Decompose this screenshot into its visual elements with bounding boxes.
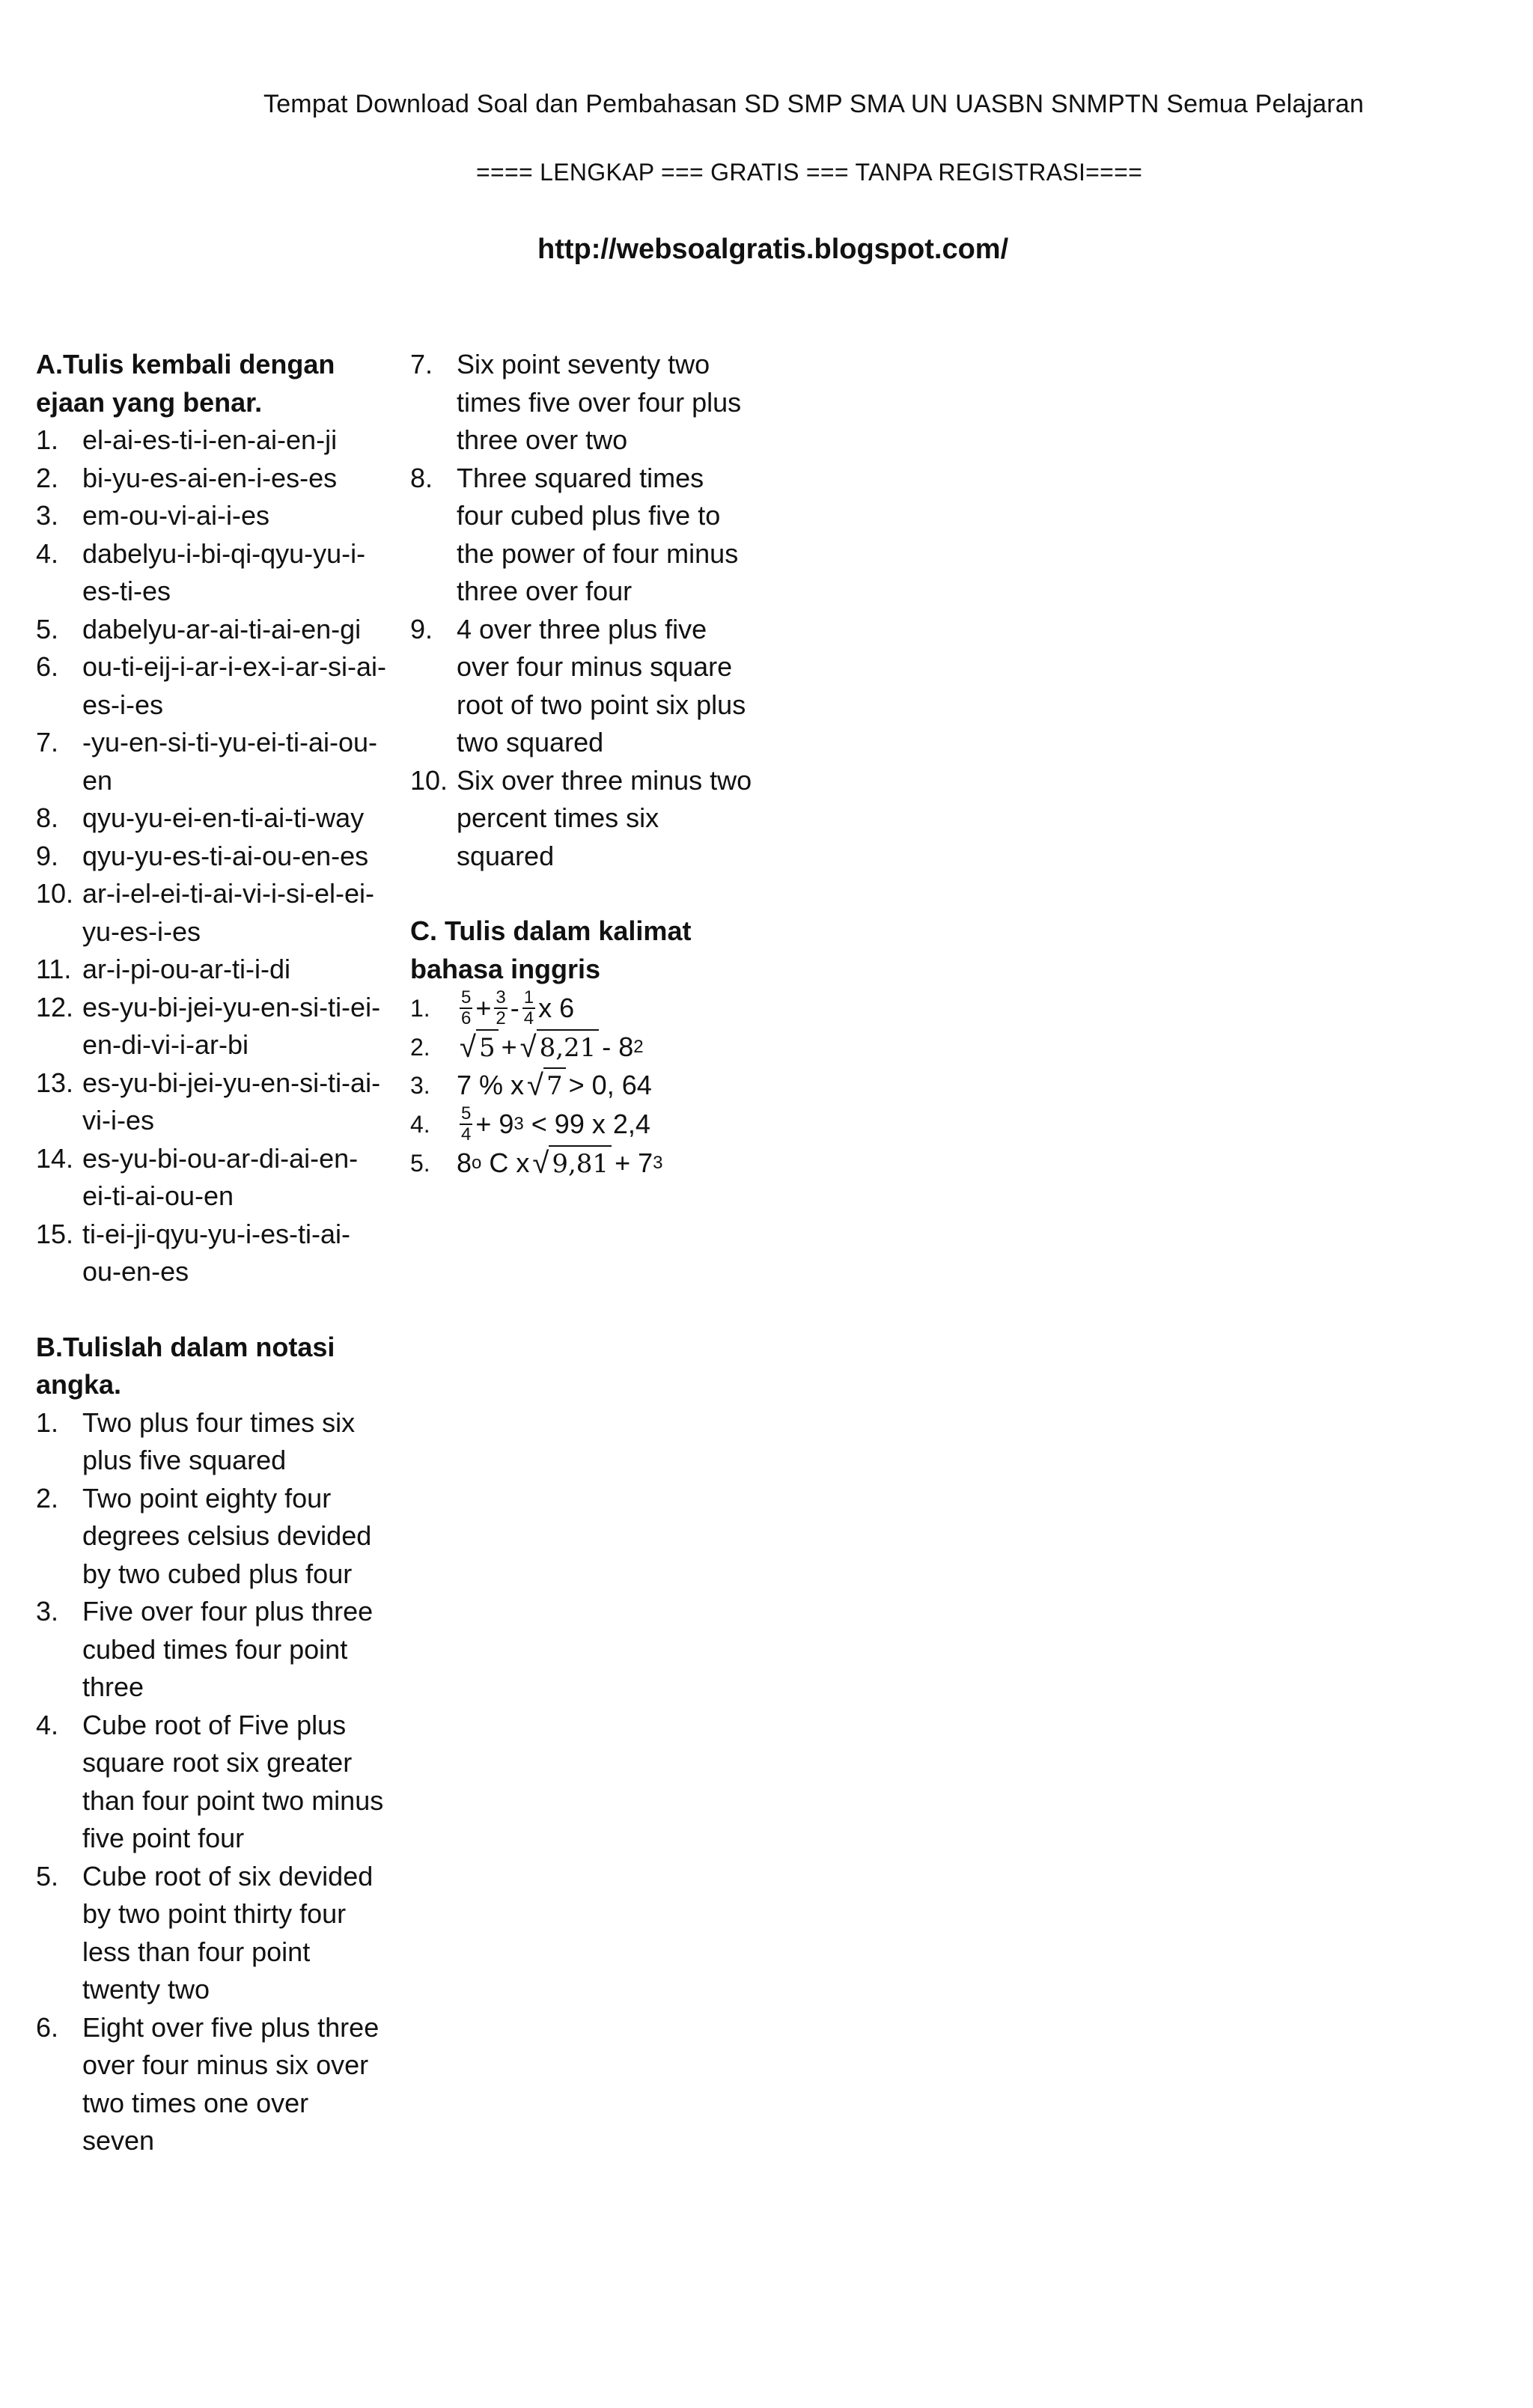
item-text: Three squared times four cubed plus five to the power of four minus three over four (457, 462, 739, 606)
item-text: qyu-yu-es-ti-ai-ou-en-es (82, 840, 369, 871)
item-text: Eight over five plus three over four minus six over two times one over seven (82, 2011, 380, 2156)
item-text: Six point seventy two times five over four plus three over two (457, 349, 742, 455)
list-item (36, 989, 388, 1064)
section-b-list-part-1 (36, 1404, 388, 2160)
section-c-list (410, 988, 755, 1183)
fraction: $\frac{1}{4}$ (523, 987, 534, 1028)
item-number: 1. (36, 1406, 59, 1438)
item-text: Cube root of six devided by two point thirty four less than four point twenty two (82, 1860, 374, 2005)
list-item (36, 951, 388, 989)
item-number: 7. (410, 349, 433, 380)
math-item-5: 5. 8 o C x √ 9,81 + 7 3 (410, 1144, 755, 1183)
list-item (36, 1064, 388, 1140)
fraction: $\frac{5}{6}$ (461, 987, 472, 1028)
item-text: Cube root of Five plus square root six greater than four point two minus five point four (82, 1709, 384, 1853)
item-number: 5. (410, 1150, 430, 1177)
list-item (36, 611, 388, 649)
item-text: bi-yu-es-ai-en-i-es-es (82, 462, 338, 493)
item-number: 6. (36, 651, 59, 682)
item-number: 3. (410, 1071, 430, 1099)
item-number: 15. (36, 1218, 74, 1249)
list-item (36, 1404, 388, 1480)
item-number: 5. (36, 1860, 59, 1892)
math-item-1: 1. $\frac{5}{6}$ + $\frac{3}{2}$ - $\frac{1}{4}$ x 6 (410, 987, 575, 1028)
item-text: ou-ti-eij-i-ar-i-ex-i-ar-si-ai-es-i-es (82, 651, 386, 720)
list-item (36, 1858, 388, 2009)
square-root: √ 7 (527, 1067, 566, 1103)
item-text: -yu-en-si-ti-yu-ei-ti-ai-ou-en (82, 727, 378, 796)
item-number: 3. (36, 500, 59, 531)
header-line-1: Tempat Download Soal dan Pembahasan SD SMP SMA UN UASBN SNMPTN Semua Pelajaran (263, 90, 1365, 118)
item-text: qyu-yu-ei-en-ti-ai-ti-way (82, 802, 365, 833)
item-text: dabelyu-ar-ai-ti-ai-en-gi (82, 613, 362, 644)
list-item (36, 1216, 388, 1291)
list-item (36, 838, 388, 876)
list-item (36, 535, 388, 611)
list-item (410, 762, 755, 876)
square-root: √ 9,81 (532, 1145, 612, 1181)
list-item (36, 648, 388, 724)
section-a-list (36, 421, 388, 1291)
square-root: √ 5 (460, 1029, 499, 1065)
fraction: $\frac{3}{2}$ (496, 987, 506, 1028)
list-item (36, 460, 388, 498)
item-text: Six over three minus two percent times six squared (457, 764, 752, 871)
list-item (36, 724, 388, 799)
item-number: 4. (410, 1110, 430, 1138)
list-item (410, 460, 755, 611)
item-text: el-ai-es-ti-i-en-ai-en-ji (82, 424, 338, 455)
item-text: ti-ei-ji-qyu-yu-i-es-ti-ai-ou-en-es (82, 1218, 351, 1287)
header-url: http://websoalgratis.blogspot.com/ (537, 234, 1009, 265)
item-number: 2. (36, 1482, 59, 1514)
item-number: 5. (36, 613, 59, 644)
item-number: 7. (36, 727, 59, 758)
item-number: 8. (410, 462, 433, 493)
item-number: 1. (36, 424, 59, 455)
item-number: 9. (410, 613, 433, 644)
item-text: es-yu-bi-jei-yu-en-si-ti-ei-en-di-vi-i-ar-bi (82, 991, 381, 1060)
item-number: 9. (36, 840, 59, 871)
list-item (36, 497, 388, 535)
item-text: em-ou-vi-ai-i-es (82, 500, 270, 531)
section-b-list-part-2 (410, 346, 755, 875)
item-text: es-yu-bi-ou-ar-di-ai-en-ei-ti-ai-ou-en (82, 1142, 359, 1211)
item-number: 12. (36, 991, 74, 1022)
item-number: 1. (410, 994, 430, 1022)
section-c-title-1: C. Tulis dalam kalimat (410, 915, 692, 946)
math-item-4: 4. $\frac{5}{4}$ + 9 3 < 99 x 2,4 (410, 1103, 650, 1144)
math-item-3: 3. 7 % x √ 7 > 0, 64 (410, 1067, 755, 1105)
list-item (36, 875, 388, 951)
list-item (36, 2009, 388, 2160)
item-number: 4. (36, 537, 59, 569)
item-text: Two plus four times six plus five squared (82, 1406, 356, 1475)
item-text: es-yu-bi-jei-yu-en-si-ti-ai-vi-i-es (82, 1067, 381, 1136)
section-b-title-2: angka. (36, 1369, 122, 1400)
header-line-2: ==== LENGKAP === GRATIS === TANPA REGISTRASI==== (476, 159, 1143, 186)
math-item-2: 2. √ 5 + √ 8,21 - 8 2 (410, 1028, 755, 1067)
item-text: dabelyu-i-bi-qi-qyu-yu-i-es-ti-es (82, 537, 366, 606)
list-item (36, 421, 388, 460)
item-number: 10. (36, 878, 74, 909)
square-root: √ 8,21 (520, 1029, 600, 1065)
item-number: 2. (36, 462, 59, 493)
item-number: 2. (410, 1034, 430, 1061)
left-column (36, 346, 388, 2160)
list-item (36, 1140, 388, 1216)
right-column (410, 346, 755, 1183)
item-number: 6. (36, 2011, 59, 2043)
item-text: ar-i-pi-ou-ar-ti-i-di (82, 954, 291, 984)
section-c-title-2: bahasa inggris (410, 953, 601, 984)
section-a-title-1: A.Tulis kembali dengan (36, 349, 335, 380)
item-number: 14. (36, 1142, 74, 1174)
item-number: 8. (36, 802, 59, 833)
list-item (36, 1707, 388, 1858)
list-item (410, 611, 755, 762)
item-number: 11. (36, 954, 72, 984)
item-text: ar-i-el-ei-ti-ai-vi-i-si-el-ei-yu-es-i-es (82, 878, 374, 947)
section-b-title-1: B.Tulislah dalam notasi (36, 1331, 335, 1362)
list-item (36, 799, 388, 838)
list-item (410, 346, 755, 460)
list-item (36, 1593, 388, 1707)
item-text: Five over four plus three cubed times four point three (82, 1596, 374, 1702)
item-text: Two point eighty four degrees celsius devided by two cubed plus four (82, 1482, 372, 1589)
fraction: $\frac{5}{4}$ (461, 1103, 472, 1144)
item-text: 4 over three plus five over four minus square root of two point six plus two squared (457, 613, 746, 758)
section-a-title-2: ejaan yang benar. (36, 386, 263, 418)
item-number: 3. (36, 1596, 59, 1627)
item-number: 4. (36, 1709, 59, 1740)
item-number: 13. (36, 1067, 74, 1098)
list-item (36, 1480, 388, 1594)
item-number: 10. (410, 764, 448, 796)
